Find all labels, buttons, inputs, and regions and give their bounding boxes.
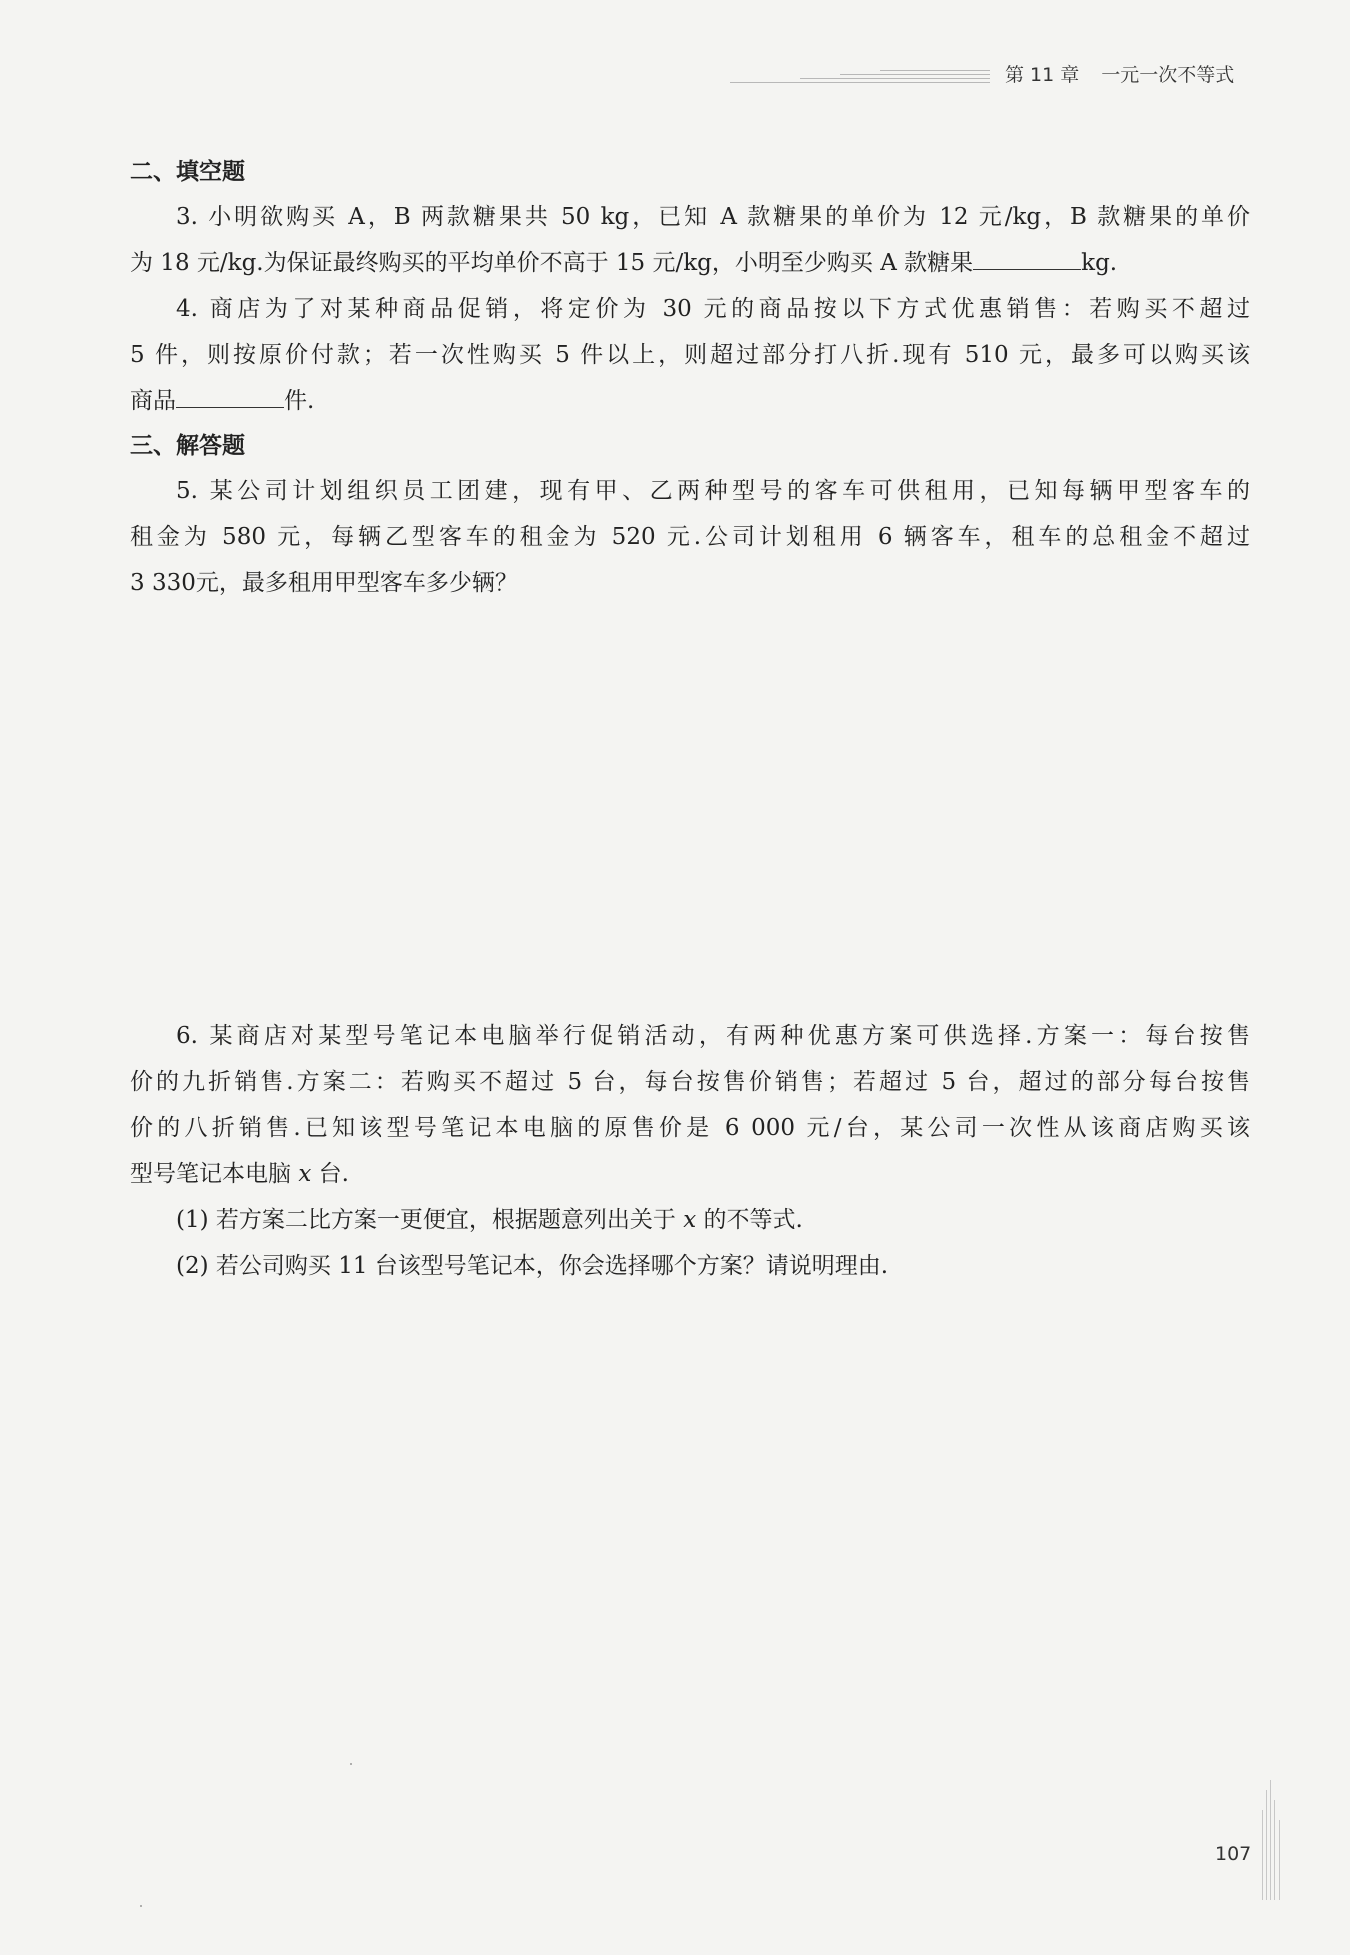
scan-speck	[350, 1763, 352, 1765]
q3-line-2	[130, 240, 1250, 286]
q4-line-1: 4. 商店为了对某种商品促销，将定价为 30 元的商品按以下方式优惠销售：若购买不超过	[176, 296, 1250, 322]
q5-line-3: 3 330元，最多租用甲型客车多少辆？	[130, 570, 518, 596]
header-rule-lines	[780, 70, 990, 82]
question-5	[130, 468, 1250, 606]
chapter-label: 第 11 章	[1005, 64, 1080, 86]
q4-line-3	[130, 378, 1250, 424]
header-text	[1005, 60, 1234, 87]
q6-sub1-text: (1) 若方案二比方案一更便宜，根据题意列出关于	[176, 1207, 676, 1233]
q3-line-2-text: 为 18 元/kg.为保证最终购买的平均单价不高于 15 元/kg，小明至少购买 A 款糖果	[130, 250, 974, 276]
q3-line-2-unit: kg.	[1081, 250, 1118, 276]
page-header	[0, 60, 1350, 90]
q6-line-4	[130, 1151, 1250, 1197]
question-4	[130, 286, 1250, 424]
page-content	[130, 150, 1250, 1289]
q6-line-4-text: 型号笔记本电脑	[130, 1161, 291, 1187]
question-3	[130, 194, 1250, 286]
section-fill-in-title: 二、填空题	[130, 159, 245, 185]
q6-line-1: 6. 某商店对某型号笔记本电脑举行促销活动，有两种优惠方案可供选择.方案一：每台按售	[176, 1023, 1250, 1049]
q6-subquestion-2: (2) 若公司购买 11 台该型号笔记本，你会选择哪个方案？请说明理由.	[176, 1253, 889, 1279]
chapter-title: 一元一次不等式	[1101, 64, 1235, 86]
q5-line-2: 租金为 580 元，每辆乙型客车的租金为 520 元.公司计划租用 6 辆客车，租车的总租金不超过	[130, 524, 1250, 550]
q4-line-3-text: 商品	[130, 388, 176, 414]
q5-answer-space[interactable]	[130, 606, 1250, 1013]
page-number: 107	[1215, 1843, 1252, 1865]
section-answer-title: 三、解答题	[130, 433, 245, 459]
q3-answer-blank[interactable]	[973, 245, 1081, 270]
q6-line-2: 价的九折销售.方案二：若购买不超过 5 台，每台按售价销售；若超过 5 台，超过的部分每台按售	[130, 1069, 1250, 1095]
q6-subquestion-1	[130, 1197, 1250, 1243]
q6-line-3: 价的八折销售.已知该型号笔记本电脑的原售价是 6 000 元/台，某公司一次性从该商店购买该	[130, 1115, 1250, 1141]
q6-variable-x: x	[298, 1161, 312, 1187]
q4-answer-blank[interactable]	[176, 383, 284, 408]
q6-line-4-end: 台.	[318, 1161, 349, 1187]
q4-line-2: 5 件，则按原价付款；若一次性购买 5 件以上，则超过部分打八折.现有 510 元，最多可以购买该	[130, 342, 1250, 368]
q4-line-3-unit: 件.	[284, 388, 315, 414]
q3-line-1: 3. 小明欲购买 A，B 两款糖果共 50 kg，已知 A 款糖果的单价为 12 元/kg，B 款糖果的单价	[176, 204, 1250, 230]
q6-sub1-variable-x: x	[683, 1207, 697, 1233]
q6-sub1-end: 的不等式.	[703, 1207, 803, 1233]
q5-line-1: 5. 某公司计划组织员工团建，现有甲、乙两种型号的客车可供租用，已知每辆甲型客车的	[176, 478, 1250, 504]
scan-speck	[140, 1905, 142, 1907]
page-edge-lines	[1262, 1780, 1302, 1900]
question-6	[130, 1013, 1250, 1289]
